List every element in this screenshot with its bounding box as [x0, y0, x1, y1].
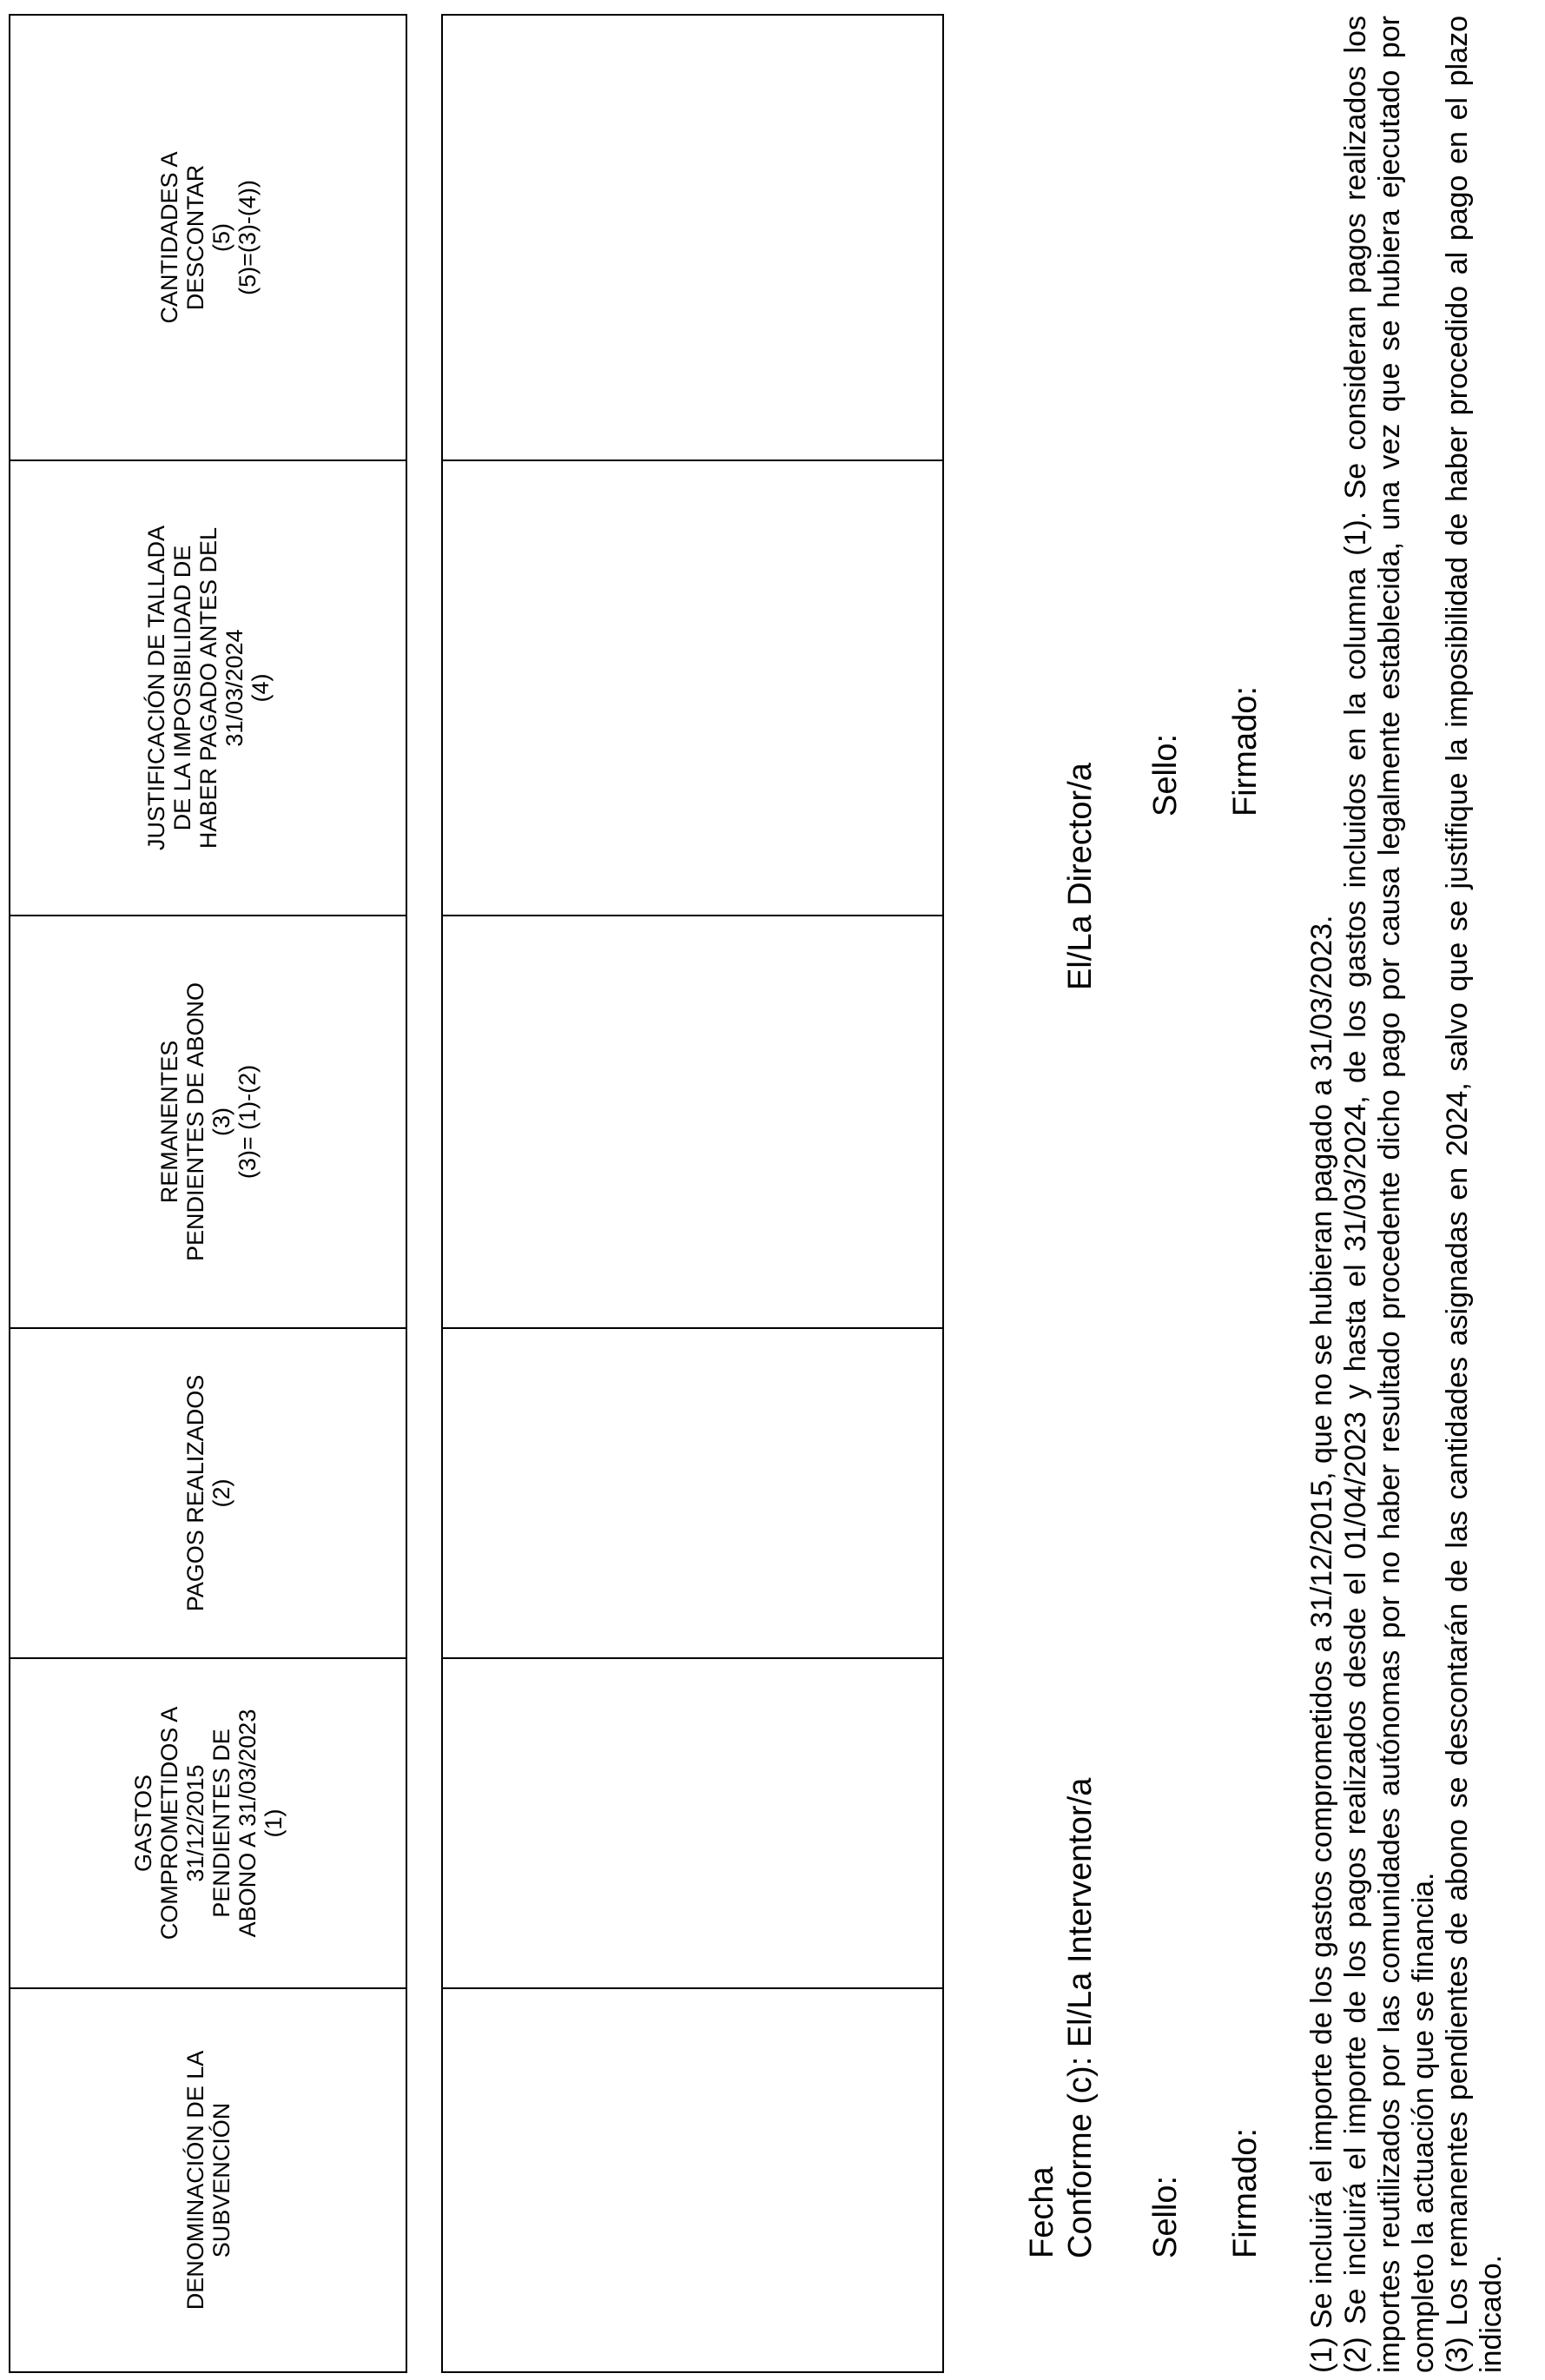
footnotes — [1305, 16, 1509, 2373]
sello-right-label: Sello: — [1147, 733, 1184, 816]
header-denominacion: DENOMINACIÓN DE LA SUBVENCIÓN — [10, 1988, 406, 2372]
header-gastos-comprometidos: GASTOS COMPROMETIDOS A 31/12/2015 PENDIENTES DE ABONO A 31/03/2023 (1) — [10, 1658, 406, 1988]
footnote-3: (3) Los remanentes pendientes de abono se descontarán de las cantidades asignadas en 2024, salvo que se justifique la imposibilidad de haber procedido al pago en el plazo indicado. — [1441, 16, 1508, 2373]
header-pagos-realizados: PAGOS REALIZADOS (2) — [10, 1328, 406, 1658]
firmado-left-label: Firmado: — [1227, 2128, 1264, 2258]
conforme-interventor-label: Conforme (c): El/La Interventor/a — [1062, 1777, 1099, 2258]
header-justificacion: JUSTIFICACIÓN DE TALLADA DE LA IMPOSIBILIDAD DE HABER PAGADO ANTES DEL 31/03/2024 (4) — [10, 460, 406, 916]
footnote-1: (1) Se incluirá el importe de los gastos comprometidos a 31/12/2015, que no se hubieran pagado a 31/03/2023. — [1305, 915, 1338, 2373]
director-label: El/La Director/a — [1062, 763, 1099, 990]
footnote-2: (2) Se incluirá el importe de los pagos realizados desde el 01/04/2023 y hasta el 31/03/2024, de los gastos incluidos en la columna (1). Se consideran pagos realizados los importes reutilizados por las comunidades autónomas por no haber resultado procedente dicho pago por causa legalmente establecida, una vez que se hubiera ejecutado por completo la actuación que se financia. — [1339, 16, 1440, 2373]
header-cantidades-descontar: CANTIDADES A DESCONTAR (5) (5)=(3)-(4)) — [10, 15, 406, 460]
header-remanentes: REMANENTES PENDIENTES DE ABONO (3) (3)= (1)-(2) — [10, 916, 406, 1328]
sello-left-label: Sello: — [1147, 2175, 1184, 2258]
firmado-right-label: Firmado: — [1227, 686, 1264, 816]
fecha-label: Fecha — [1024, 2166, 1060, 2258]
